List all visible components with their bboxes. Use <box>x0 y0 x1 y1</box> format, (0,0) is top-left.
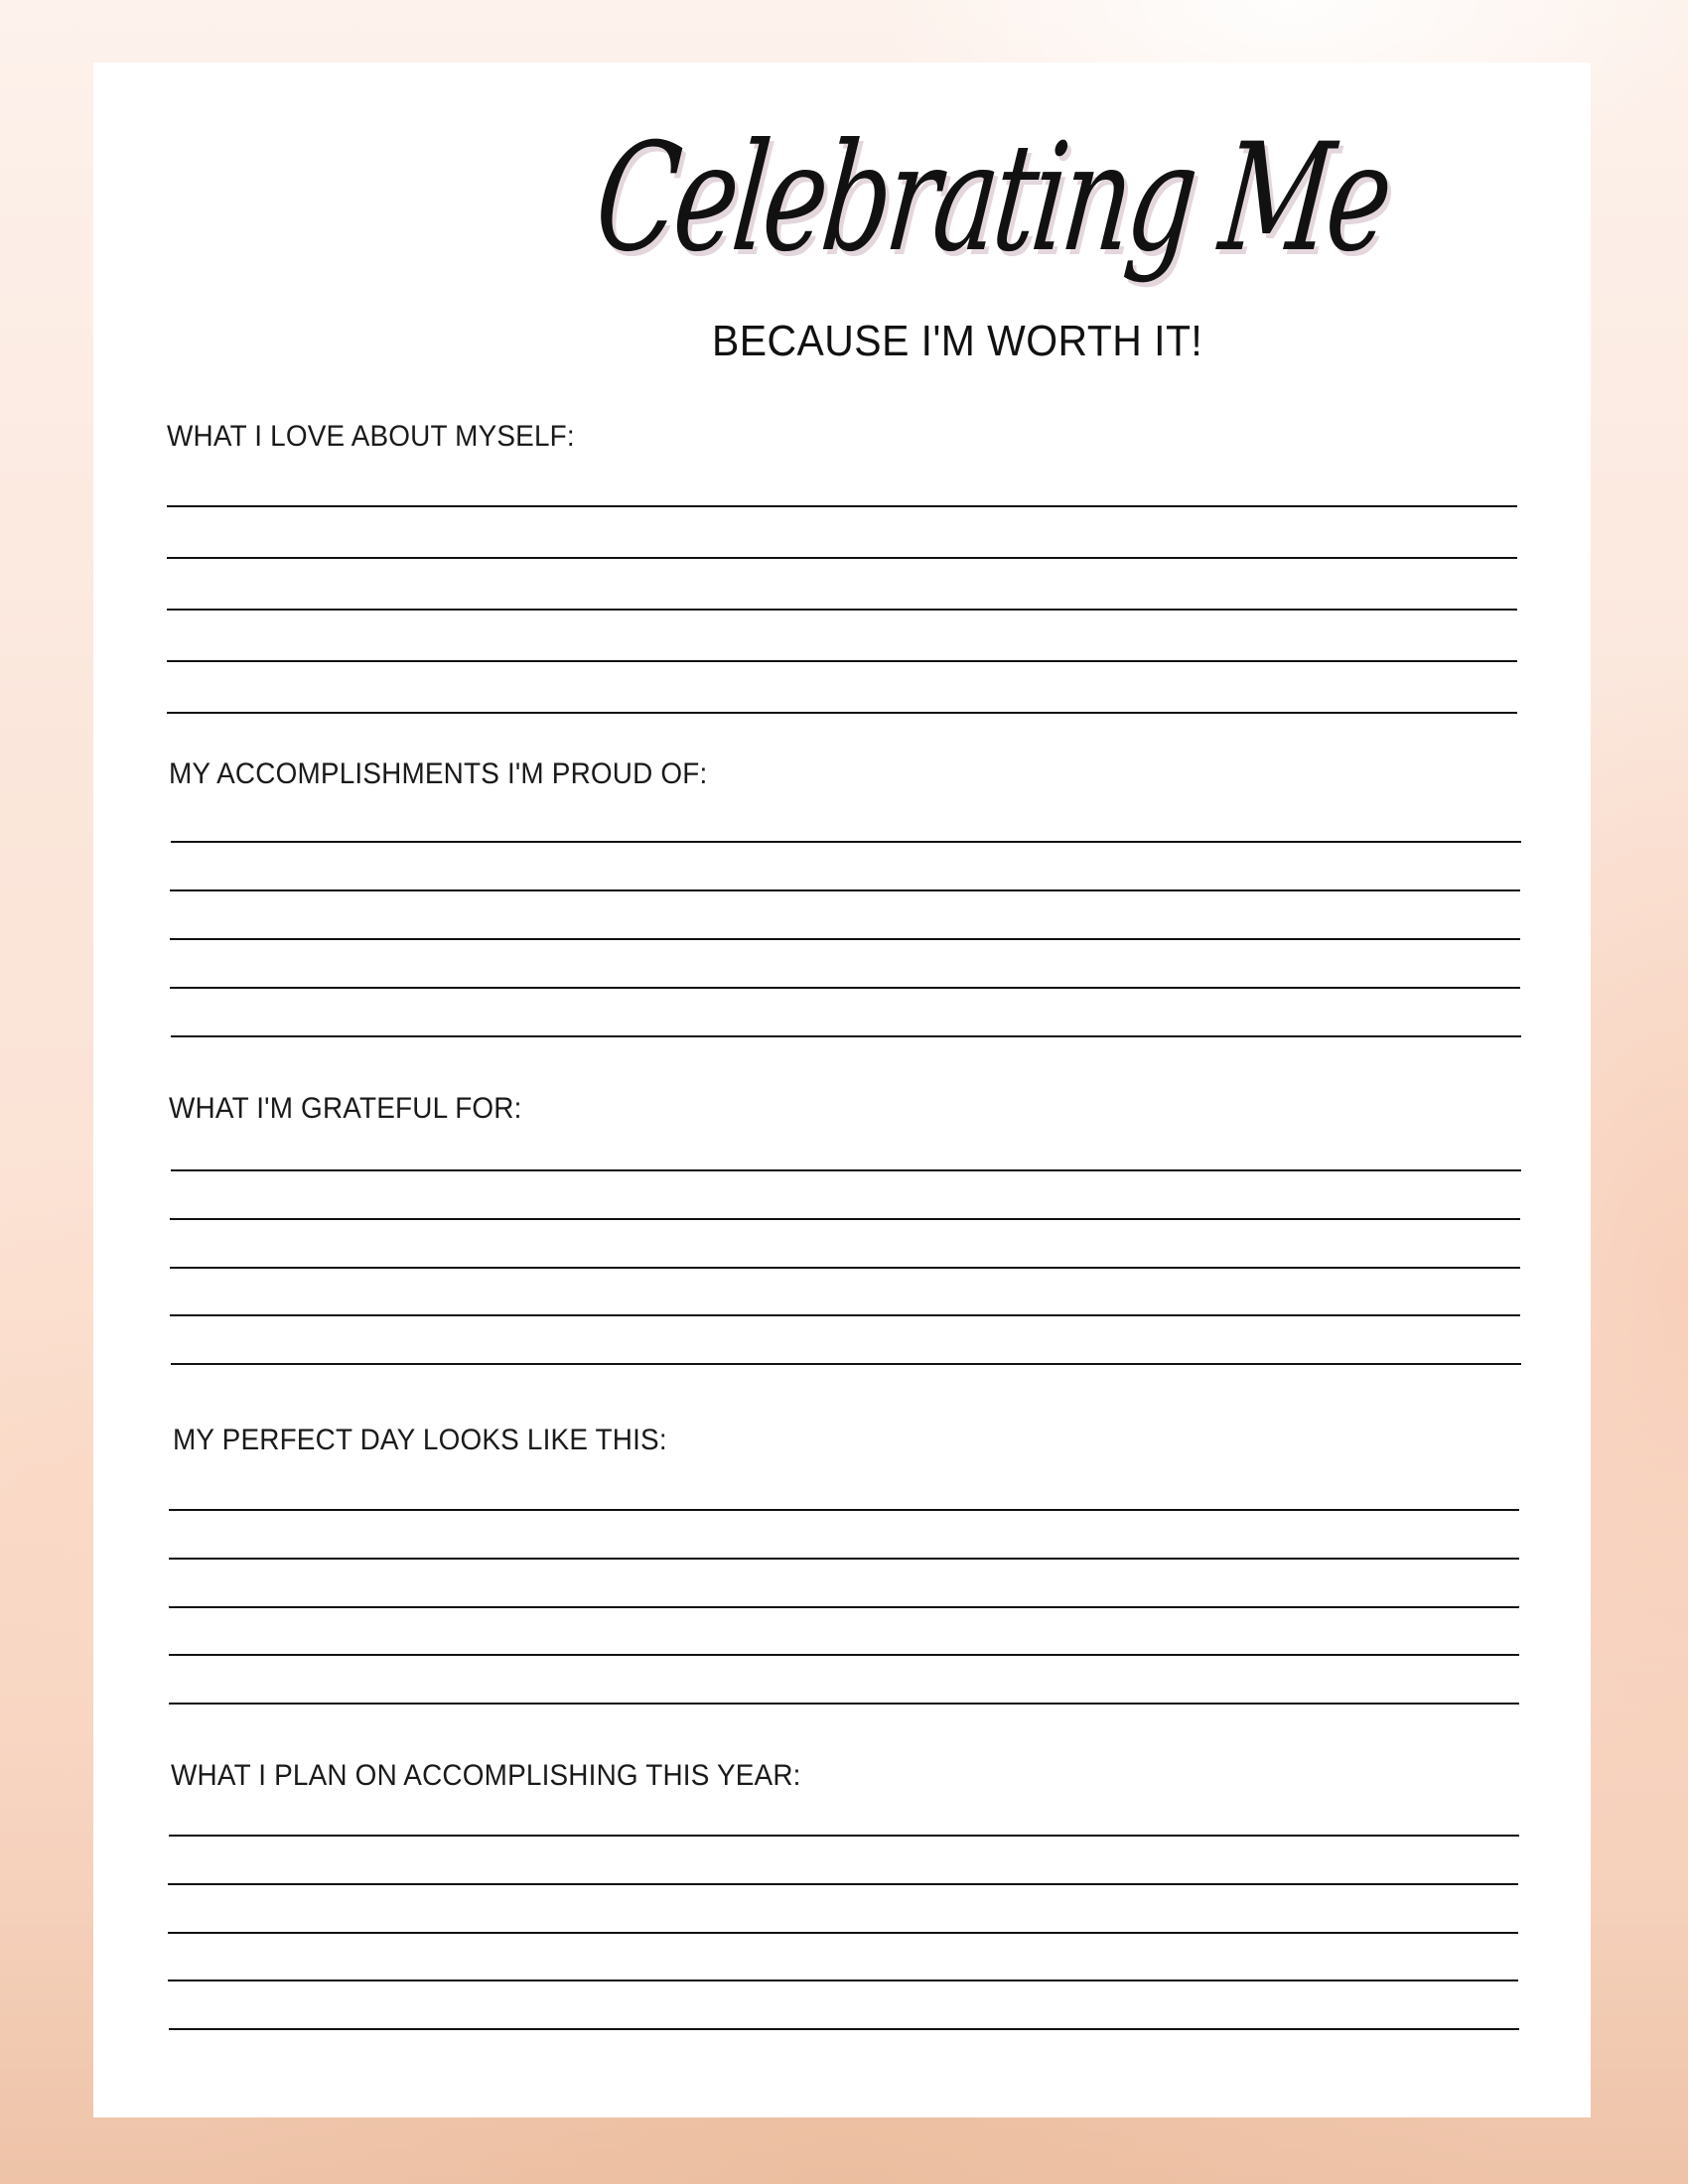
writing-line[interactable] <box>169 1558 1519 1560</box>
writing-line[interactable] <box>170 938 1520 940</box>
writing-line[interactable] <box>170 1314 1520 1316</box>
writing-line[interactable] <box>169 1703 1519 1705</box>
title-block <box>494 84 1396 323</box>
writing-line[interactable] <box>167 557 1517 559</box>
section-label: WHAT I LOVE ABOUT MYSELF: <box>167 420 575 453</box>
writing-line[interactable] <box>167 609 1517 611</box>
writing-line[interactable] <box>170 889 1520 891</box>
writing-line[interactable] <box>168 1979 1518 1981</box>
section-label: WHAT I'M GRATEFUL FOR: <box>169 1092 522 1125</box>
writing-line[interactable] <box>167 660 1517 662</box>
writing-line[interactable] <box>169 1654 1519 1656</box>
writing-line[interactable] <box>171 1363 1521 1365</box>
writing-line[interactable] <box>168 1932 1518 1934</box>
writing-line[interactable] <box>169 1509 1519 1511</box>
writing-line[interactable] <box>167 712 1517 714</box>
writing-line[interactable] <box>169 1606 1519 1608</box>
section-label: WHAT I PLAN ON ACCOMPLISHING THIS YEAR: <box>171 1759 801 1792</box>
section-label: MY ACCOMPLISHMENTS I'M PROUD OF: <box>169 757 708 790</box>
writing-line[interactable] <box>167 505 1517 507</box>
writing-line[interactable] <box>170 1218 1520 1220</box>
writing-line[interactable] <box>171 1035 1521 1037</box>
writing-line[interactable] <box>171 1169 1521 1171</box>
page-subtitle: BECAUSE I'M WORTH IT! <box>712 317 1203 365</box>
writing-line[interactable] <box>170 987 1520 989</box>
writing-line[interactable] <box>168 1883 1518 1885</box>
page-title: Celebrating Me <box>588 112 1396 285</box>
writing-line[interactable] <box>170 1267 1520 1269</box>
writing-line[interactable] <box>169 1835 1519 1837</box>
section-label: MY PERFECT DAY LOOKS LIKE THIS: <box>173 1424 667 1456</box>
writing-line[interactable] <box>169 2028 1519 2030</box>
worksheet-page <box>93 63 1591 2117</box>
writing-line[interactable] <box>171 841 1521 843</box>
